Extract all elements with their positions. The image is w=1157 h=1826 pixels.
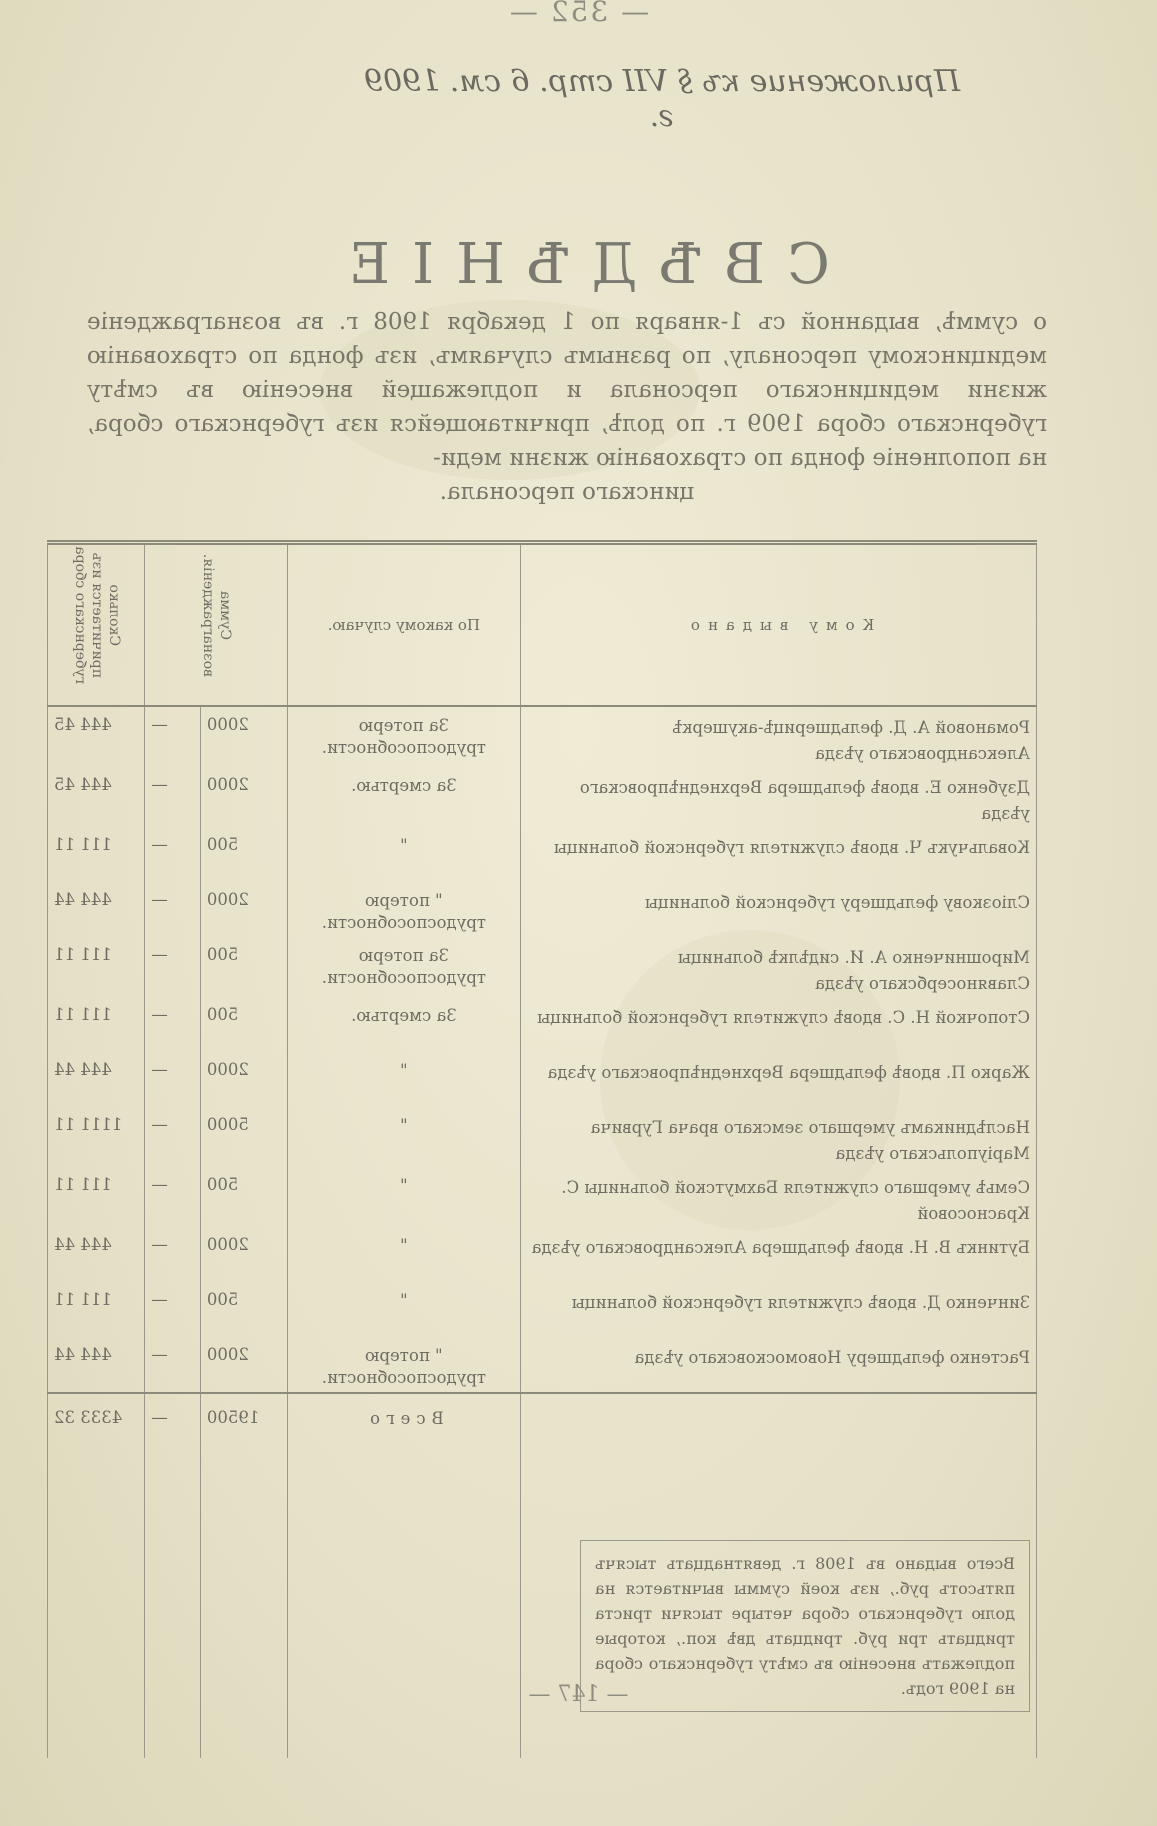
table-header-row xyxy=(48,543,1037,707)
row-who: Семьѣ умершаго служителя Бахмутской больницы С. Красносовой xyxy=(521,1167,1037,1227)
header-amount xyxy=(145,543,287,707)
intro-text: о суммѣ, выданной съ 1-января по 1 декабря 1908 г. въ вознагражденіе медицинскому персоналу, по разнымъ случаямъ, изъ фонда по страхованію жизни медицинскаго персонала и подлежащей внесенію въ смѣту губернскаго сбора 1909 г. по долѣ, причитающейся изъ губернскаго сбора, на пополненіе фонда по страхованію жизни меди- xyxy=(87,309,1047,471)
row-cause: " xyxy=(287,1052,520,1107)
row-kop: — xyxy=(145,767,200,827)
total-note: Всего выдано въ 1908 г. девятнадцать тысячъ пятьсотъ руб., изъ коей суммы вычитается на долю губернскаго сбора четыре тысячи триста тридцать три руб. тридцать двѣ коп., которые подлежатъ внесенію въ смѣту губернскаго сбора на 1909 годъ. xyxy=(580,1540,1030,1712)
row-kop: — xyxy=(145,1167,200,1227)
header-amount-text: Сумма вознагражденія. xyxy=(200,553,234,677)
row-kop: — xyxy=(145,1337,200,1393)
page-header-number: — 352 — xyxy=(507,0,650,28)
row-who: Жарко П. вдовѣ фельдшера Верхнеднѣпровскаго уѣзда xyxy=(521,1052,1037,1107)
table-row xyxy=(48,706,1037,767)
intro-paragraph xyxy=(87,305,1047,509)
row-cause: " потерю трудоспособности. xyxy=(287,882,520,937)
appendix-reference: Приложение къ § VII стр. 6 см. 1909 г. xyxy=(363,64,961,134)
row-share: 444 44 xyxy=(48,1337,145,1393)
row-who: Стопочкой Н. С. вдовѣ служителя губернской больницы xyxy=(521,997,1037,1052)
row-share: 111 11 xyxy=(48,1282,145,1337)
row-kop: — xyxy=(145,706,200,767)
row-amount: 500 xyxy=(200,827,287,882)
note-empty-cell xyxy=(145,1498,200,1758)
table-row xyxy=(48,1107,1037,1167)
row-amount: 2000 xyxy=(200,1337,287,1393)
total-share: 4333 32 xyxy=(48,1393,145,1498)
row-who: Мирошниченко А. И. сидѣлкѣ больницы Славяносербскаго уѣзда xyxy=(521,937,1037,997)
header-cause: По какому случаю. xyxy=(287,543,520,707)
row-share: 444 45 xyxy=(48,767,145,827)
table-body xyxy=(48,706,1037,1393)
row-amount: 500 xyxy=(200,997,287,1052)
row-share: 111 11 xyxy=(48,937,145,997)
row-share: 444 44 xyxy=(48,882,145,937)
total-row xyxy=(48,1393,1037,1498)
row-kop: — xyxy=(145,882,200,937)
row-kop: — xyxy=(145,997,200,1052)
row-cause: " xyxy=(287,1107,520,1167)
row-cause: " потерю трудоспособности. xyxy=(287,1337,520,1393)
row-amount: 2000 xyxy=(200,1052,287,1107)
note-cell xyxy=(521,1498,1037,1758)
row-cause: За потерю трудоспособности. xyxy=(287,706,520,767)
total-amount: 19500 xyxy=(200,1393,287,1498)
row-who: Растенко фельдшеру Новомосковскаго уѣзда xyxy=(521,1337,1037,1393)
row-amount: 500 xyxy=(200,1282,287,1337)
row-share: 111 11 xyxy=(48,827,145,882)
row-share: 111 11 xyxy=(48,997,145,1052)
row-share: 444 45 xyxy=(48,706,145,767)
table-row xyxy=(48,767,1037,827)
table-row xyxy=(48,882,1037,937)
row-who: Дзубенко Е. вдовѣ фельдшера Верхнеднѣпровскаго уѣзда xyxy=(521,767,1037,827)
note-empty-cell xyxy=(287,1498,520,1758)
table-row xyxy=(48,1227,1037,1282)
row-kop: — xyxy=(145,1282,200,1337)
header-share xyxy=(48,543,145,707)
table-row xyxy=(48,1052,1037,1107)
row-who: Бутинкъ В. Н. вдовѣ фельдшера Александровскаго уѣзда xyxy=(521,1227,1037,1282)
row-kop: — xyxy=(145,1227,200,1282)
row-cause: За смертью. xyxy=(287,997,520,1052)
row-kop: — xyxy=(145,1052,200,1107)
table-row xyxy=(48,997,1037,1052)
note-empty-cell xyxy=(48,1498,145,1758)
total-label: Всего xyxy=(287,1393,520,1498)
row-who: Сліозкову фельдшеру губернской больницы xyxy=(521,882,1037,937)
row-who: Романовой А. Д. фельдшерицѣ-акушеркѣ Александровскаго уѣзда xyxy=(521,706,1037,767)
header-who: Кому выдано xyxy=(521,543,1037,707)
row-who: Зинченко Д. вдовѣ служителя губернской больницы xyxy=(521,1282,1037,1337)
payments-table xyxy=(47,540,1037,1758)
row-cause: " xyxy=(287,827,520,882)
table-row xyxy=(48,1167,1037,1227)
total-kop: — xyxy=(145,1393,200,1498)
row-cause: За потерю трудоспособности. xyxy=(287,937,520,997)
document-title: СВѢДѢНІЕ xyxy=(327,232,830,297)
row-share: 1111 11 xyxy=(48,1107,145,1167)
table-row xyxy=(48,827,1037,882)
row-amount: 500 xyxy=(200,937,287,997)
header-share-text: Сколько причитается изъ губернскаго сбора xyxy=(71,546,122,684)
row-kop: — xyxy=(145,827,200,882)
row-amount: 500 xyxy=(200,1167,287,1227)
row-cause: За смертью. xyxy=(287,767,520,827)
total-who-cell xyxy=(521,1393,1037,1498)
row-share: 444 44 xyxy=(48,1052,145,1107)
row-kop: — xyxy=(145,937,200,997)
row-amount: 2000 xyxy=(200,882,287,937)
row-share: 111 11 xyxy=(48,1167,145,1227)
row-kop: — xyxy=(145,1107,200,1167)
row-share: 444 44 xyxy=(48,1227,145,1282)
table-row xyxy=(48,1282,1037,1337)
row-amount: 2000 xyxy=(200,1227,287,1282)
row-cause: " xyxy=(287,1167,520,1227)
row-who: Наслѣдникамъ умершаго земскаго врача Гурвича Маріупольскаго уѣзда xyxy=(521,1107,1037,1167)
row-cause: " xyxy=(287,1282,520,1337)
table-row xyxy=(48,1337,1037,1393)
page-number: — 147 — xyxy=(528,1682,629,1707)
row-cause: " xyxy=(287,1227,520,1282)
row-who: Ковальчукъ Ч. вдовѣ служителя губернской больницы xyxy=(521,827,1037,882)
row-amount: 2000 xyxy=(200,706,287,767)
note-empty-cell xyxy=(200,1498,287,1758)
table-row xyxy=(48,937,1037,997)
intro-last-line: цинскаго персонала. xyxy=(439,479,695,505)
row-amount: 2000 xyxy=(200,767,287,827)
note-row xyxy=(48,1498,1037,1758)
row-amount: 5000 xyxy=(200,1107,287,1167)
